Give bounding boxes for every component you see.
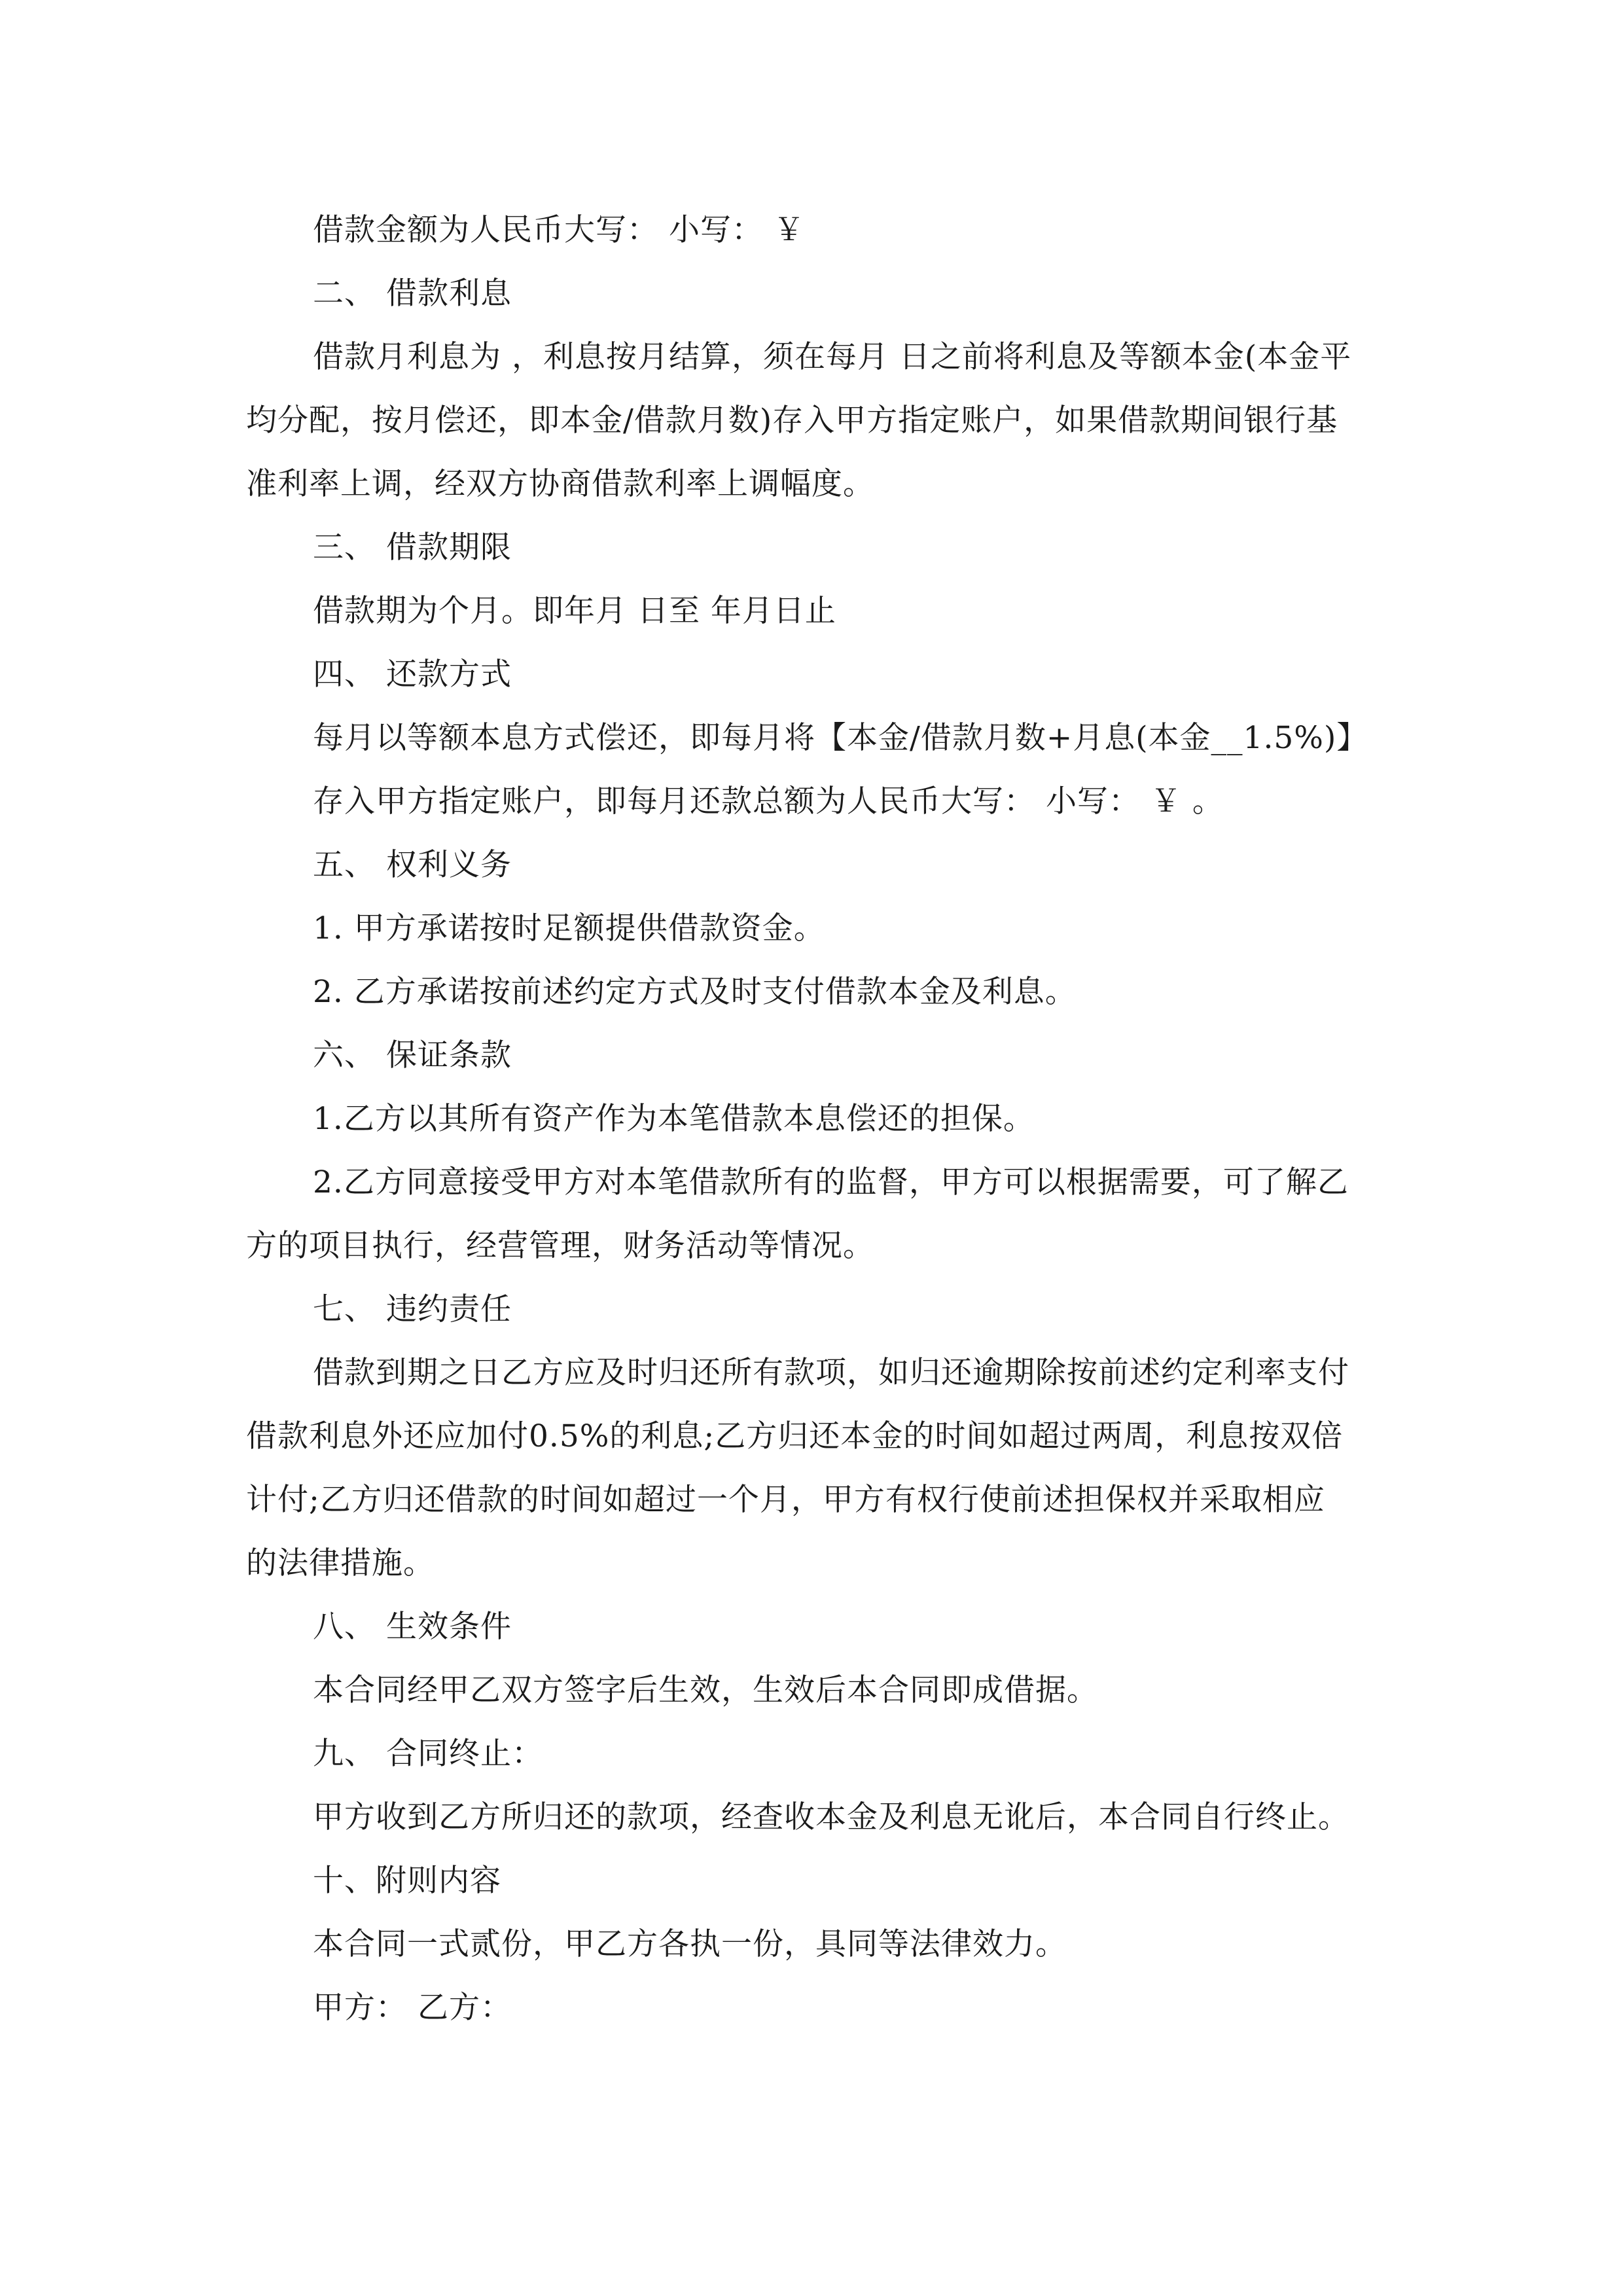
liability-paragraph-line: 的法律措施。 [246, 1545, 435, 1581]
rights-item: 1. 甲方承诺按时足额提供借款资金。 [313, 910, 825, 946]
liability-paragraph-line: 计付;乙方归还借款的时间如超过一个月，甲方有权行使前述担保权并采取相应 [246, 1482, 1325, 1518]
liability-paragraph-line: 借款到期之日乙方应及时归还所有款项，如归还逾期除按前述约定利率支付 [313, 1355, 1349, 1391]
section-heading-liability: 七、 违约责任 [313, 1291, 512, 1327]
effectiveness-paragraph: 本合同经甲乙双方签字后生效，生效后本合同即成借据。 [313, 1672, 1098, 1708]
supplementary-paragraph: 本合同一式贰份，甲乙方各执一份，具同等法律效力。 [313, 1926, 1067, 1962]
interest-paragraph-line: 借款月利息为 ，利息按月结算，须在每月 日之前将利息及等额本金(本金平 [313, 339, 1352, 375]
section-heading-supplementary: 十、附则内容 [313, 1863, 501, 1899]
section-heading-effectiveness: 八、 生效条件 [313, 1609, 512, 1645]
termination-paragraph: 甲方收到乙方所归还的款项，经查收本金及利息无讹后，本合同自行终止。 [313, 1799, 1349, 1835]
guarantee-item: 方的项目执行，经营管理，财务活动等情况。 [246, 1228, 874, 1264]
guarantee-item: 2.乙方同意接受甲方对本笔借款所有的监督，甲方可以根据需要，可了解乙 [313, 1164, 1349, 1200]
interest-paragraph-line: 均分配，按月偿还，即本金/借款月数)存入甲方指定账户，如果借款期间银行基 [246, 403, 1338, 439]
liability-paragraph-line: 借款利息外还应加付0.5%的利息;乙方归还本金的时间如超过两周，利息按双倍 [246, 1418, 1344, 1454]
term-paragraph-line: 借款期为个月。即年月 日至 年月日止 [313, 593, 836, 629]
loan-amount-line: 借款金额为人民币大写： 小写： ￥ [313, 212, 805, 248]
section-heading-guarantee: 六、 保证条款 [313, 1037, 512, 1073]
rights-item: 2. 乙方承诺按前述约定方式及时支付借款本金及利息。 [313, 974, 1077, 1010]
section-heading-term: 三、 借款期限 [313, 529, 512, 565]
section-heading-termination: 九、 合同终止： [313, 1736, 543, 1772]
interest-paragraph-line: 准利率上调，经双方协商借款利率上调幅度。 [246, 466, 874, 502]
repayment-paragraph-line: 存入甲方指定账户，即每月还款总额为人民币大写： 小写： ￥ 。 [313, 783, 1224, 819]
section-heading-interest: 二、 借款利息 [313, 276, 512, 312]
section-heading-repayment: 四、 还款方式 [313, 656, 512, 692]
repayment-paragraph-line: 每月以等额本息方式偿还，即每月将【本金/借款月数+月息(本金__1.5%)】 [313, 720, 1368, 756]
section-heading-rights: 五、 权利义务 [313, 847, 512, 883]
guarantee-item: 1.乙方以其所有资产作为本笔借款本息偿还的担保。 [313, 1101, 1035, 1137]
signature-line: 甲方： 乙方： [313, 1990, 512, 2026]
